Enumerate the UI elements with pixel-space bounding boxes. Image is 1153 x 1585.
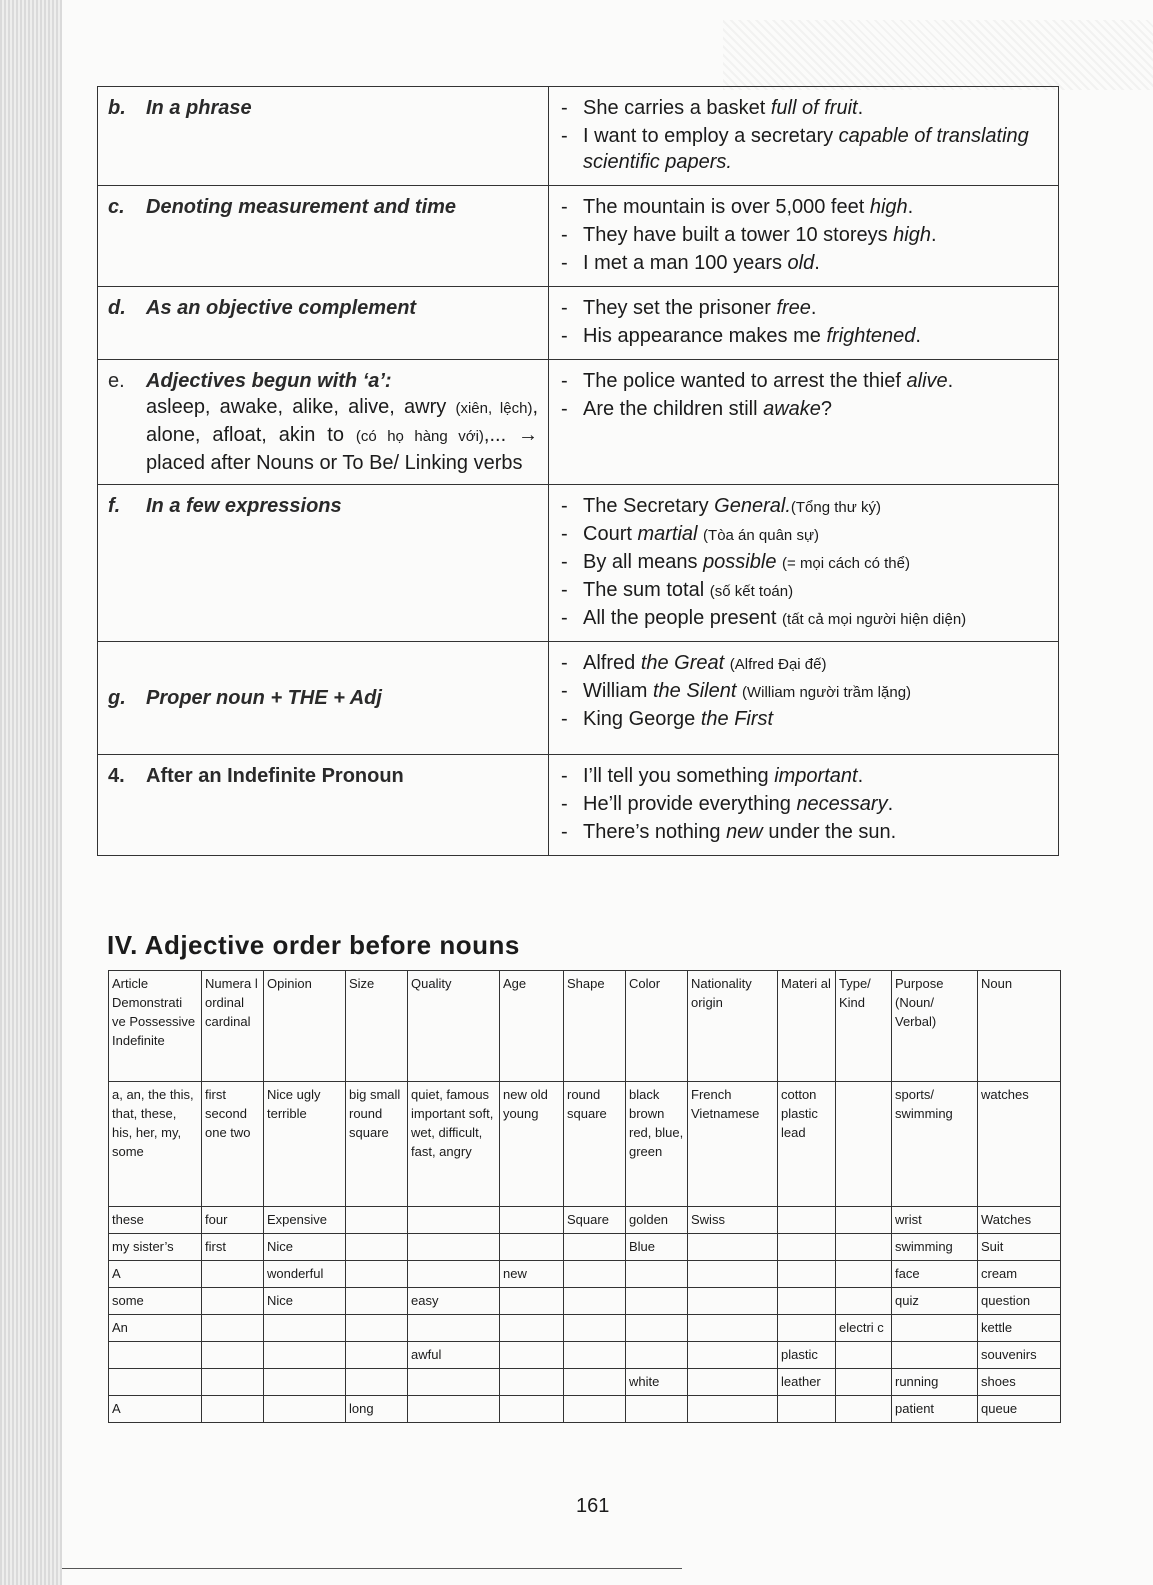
table-row [109, 1207, 1061, 1234]
table-cell [778, 1207, 836, 1234]
example-plain: I’ll tell you something [583, 765, 775, 787]
example-plain: All the people present [583, 607, 783, 629]
example-plain: Alfred [583, 652, 641, 674]
table-cell [836, 1207, 892, 1234]
table-cell [836, 1342, 892, 1369]
example-item [559, 791, 1048, 819]
example-item [559, 368, 1048, 396]
table-cell [202, 1288, 264, 1315]
example-item [559, 194, 1048, 222]
example-item [559, 295, 1048, 323]
table-cell: face [892, 1261, 978, 1288]
table-cell [626, 1315, 688, 1342]
table-cell [688, 1234, 778, 1261]
usage-table [97, 86, 1059, 856]
table-cell: A [109, 1261, 202, 1288]
table-cell [500, 1342, 564, 1369]
example-after: . [810, 297, 817, 319]
example-italic: high [893, 224, 931, 246]
example-after: . [930, 224, 937, 246]
example-item [559, 493, 1048, 521]
example-plain: There’s nothing [583, 821, 727, 843]
table-cell: Expensive [264, 1207, 346, 1234]
example-item [559, 521, 1048, 549]
table-cell: Article Demonstrati ve Possessive Indefinite [109, 971, 202, 1082]
table-cell [626, 1396, 688, 1423]
table-cell: wonderful [264, 1261, 346, 1288]
example-plain: They have built a tower 10 storeys [583, 224, 894, 246]
table-cell [346, 1315, 408, 1342]
table-cell [688, 1261, 778, 1288]
table-cell [346, 1234, 408, 1261]
usage-label-cell [98, 360, 549, 485]
table-cell [500, 1396, 564, 1423]
table-cell: round square [564, 1082, 626, 1207]
table-cell [408, 1261, 500, 1288]
table-cell [264, 1369, 346, 1396]
table-cell: Nationality origin [688, 971, 778, 1082]
table-cell [500, 1234, 564, 1261]
usage-row-f [98, 485, 1059, 642]
table-cell [202, 1342, 264, 1369]
table-cell [564, 1261, 626, 1288]
table-cell [626, 1288, 688, 1315]
example-after: . [907, 196, 914, 218]
usage-examples-cell [549, 485, 1059, 642]
scan-noise [723, 20, 1153, 90]
example-italic: necessary [796, 793, 888, 815]
example-note: (= mọi cách có thể) [782, 555, 910, 572]
page-number: 161 [576, 1495, 610, 1517]
table-cell [564, 1315, 626, 1342]
table-cell: cream [978, 1261, 1061, 1288]
table-cell [264, 1315, 346, 1342]
table-cell: Opinion [264, 971, 346, 1082]
table-cell [688, 1342, 778, 1369]
table-cell: Numera l ordinal cardinal [202, 971, 264, 1082]
table-cell [836, 1234, 892, 1261]
usage-label-cell [98, 642, 549, 755]
example-item [559, 706, 1048, 734]
table-cell: new old young [500, 1082, 564, 1207]
table-cell [346, 1288, 408, 1315]
example-plain: William [583, 680, 653, 702]
table-cell [346, 1207, 408, 1234]
table-cell [202, 1369, 264, 1396]
table-cell: running [892, 1369, 978, 1396]
example-note: (Alfred Đại đế) [729, 656, 827, 673]
table-cell [408, 1369, 500, 1396]
table-cell: four [202, 1207, 264, 1234]
table-row [109, 1234, 1061, 1261]
example-plain: He’ll provide everything [583, 793, 797, 815]
table-cell: patient [892, 1396, 978, 1423]
table-cell [892, 1342, 978, 1369]
table-cell: plastic [778, 1342, 836, 1369]
scan-shadow-edge [0, 0, 62, 1585]
table-cell: swimming [892, 1234, 978, 1261]
table-cell: French Vietnamese [688, 1082, 778, 1207]
table-cell: golden [626, 1207, 688, 1234]
usage-examples-cell [549, 642, 1059, 755]
adjective-order-table [108, 970, 1061, 1423]
example-note: (Tổng thư ký) [790, 499, 881, 516]
table-row [109, 1369, 1061, 1396]
table-cell [564, 1396, 626, 1423]
table-cell: Color [626, 971, 688, 1082]
example-after: ? [820, 398, 833, 420]
table-cell: electri c [836, 1315, 892, 1342]
table-cell [500, 1288, 564, 1315]
example-list [559, 650, 1048, 734]
table-cell: cotton plastic lead [778, 1082, 836, 1207]
table-cell [778, 1288, 836, 1315]
example-plain: Are the children still [583, 398, 764, 420]
table-cell [109, 1342, 202, 1369]
table-cell: Swiss [688, 1207, 778, 1234]
example-item [559, 763, 1048, 791]
table-cell [836, 1261, 892, 1288]
table-cell: first second one two [202, 1082, 264, 1207]
table-cell: first [202, 1234, 264, 1261]
usage-label-cell [98, 186, 549, 287]
example-list [559, 368, 1048, 424]
example-item [559, 678, 1048, 706]
example-italic: the Silent [653, 680, 737, 702]
table-cell: some [109, 1288, 202, 1315]
table-cell [202, 1315, 264, 1342]
example-plain: The police wanted to arrest the thief [583, 370, 907, 392]
table-cell [346, 1369, 408, 1396]
table-row [109, 1396, 1061, 1423]
table-cell: An [109, 1315, 202, 1342]
table-cell [109, 1369, 202, 1396]
example-plain: They set the prisoner [583, 297, 777, 319]
table-row [109, 1288, 1061, 1315]
example-plain: King George [583, 708, 701, 730]
example-plain: The sum total [583, 579, 710, 601]
example-italic: full of fruit [770, 97, 858, 119]
example-item [559, 549, 1048, 577]
table-cell: A [109, 1396, 202, 1423]
usage-examples-cell [549, 87, 1059, 186]
table-cell: watches [978, 1082, 1061, 1207]
table-cell [264, 1342, 346, 1369]
table-cell [500, 1315, 564, 1342]
example-italic: possible [703, 551, 777, 573]
table-cell [408, 1207, 500, 1234]
table-cell [564, 1342, 626, 1369]
usage-label-cell [98, 87, 549, 186]
table-row [109, 1261, 1061, 1288]
example-note: (William người trầm lặng) [741, 684, 912, 701]
table-cell [688, 1288, 778, 1315]
table-cell: Suit [978, 1234, 1061, 1261]
table-cell: wrist [892, 1207, 978, 1234]
table-cell [264, 1396, 346, 1423]
example-list [559, 295, 1048, 351]
table-cell [202, 1396, 264, 1423]
example-plain: Court [583, 523, 638, 545]
table-cell: a, an, the this, that, these, his, her, my, some [109, 1082, 202, 1207]
example-item [559, 650, 1048, 678]
table-cell [688, 1396, 778, 1423]
table-cell: white [626, 1369, 688, 1396]
table-cell: these [109, 1207, 202, 1234]
table-cell: Shape [564, 971, 626, 1082]
table-cell [626, 1261, 688, 1288]
table-cell: Noun [978, 971, 1061, 1082]
example-item [559, 250, 1048, 278]
usage-examples-cell [549, 755, 1059, 856]
table-cell: Materi al [778, 971, 836, 1082]
table-cell [688, 1315, 778, 1342]
table-row [109, 1315, 1061, 1342]
table-cell: shoes [978, 1369, 1061, 1396]
table-cell [500, 1369, 564, 1396]
table-category-row [109, 1082, 1061, 1207]
table-cell: Size [346, 971, 408, 1082]
table-cell [408, 1234, 500, 1261]
usage-row-e [98, 360, 1059, 485]
table-cell: Nice ugly terrible [264, 1082, 346, 1207]
table-cell: souvenirs [978, 1342, 1061, 1369]
example-plain: His appearance makes me [583, 325, 827, 347]
example-after: . [915, 325, 921, 347]
example-italic: awake [763, 398, 821, 420]
table-cell: Age [500, 971, 564, 1082]
table-cell [202, 1261, 264, 1288]
example-italic: alive [906, 370, 948, 392]
table-cell: queue [978, 1396, 1061, 1423]
footer-rule [62, 1568, 682, 1569]
example-item [559, 819, 1048, 847]
usage-label-description: asleep, awake, alike, alive, awry (xiên, lệch), alone, afloat, akin to (có họ hàng với),... → placed after Nouns or To Be/ Linking verbs [146, 396, 539, 474]
table-cell [408, 1396, 500, 1423]
table-cell: Square [564, 1207, 626, 1234]
example-italic: new [726, 821, 763, 843]
usage-row-g [98, 642, 1059, 755]
usage-label-cell [98, 485, 549, 642]
table-cell: new [500, 1261, 564, 1288]
table-cell [892, 1315, 978, 1342]
table-cell [778, 1261, 836, 1288]
usage-examples-cell [549, 287, 1059, 360]
usage-row-d [98, 287, 1059, 360]
table-header-row [109, 971, 1061, 1082]
usage-label: 4. After an Indefinite Pronoun [108, 765, 404, 787]
table-row [109, 1342, 1061, 1369]
usage-label-cell [98, 287, 549, 360]
example-plain: She carries a basket [583, 97, 771, 119]
table-cell: my sister’s [109, 1234, 202, 1261]
table-cell: awful [408, 1342, 500, 1369]
table-cell [564, 1288, 626, 1315]
usage-label: d. As an objective complement [108, 297, 417, 319]
table-cell: Nice [264, 1234, 346, 1261]
table-cell [626, 1342, 688, 1369]
table-cell [564, 1234, 626, 1261]
example-italic: martial [637, 523, 698, 545]
table-cell: Type/ Kind [836, 971, 892, 1082]
table-cell [778, 1234, 836, 1261]
table-cell: big small round square [346, 1082, 408, 1207]
example-italic: frightened [826, 325, 916, 347]
section-heading: IV. Adjective order before nouns [107, 930, 520, 960]
example-after: . [857, 765, 864, 787]
usage-row-c [98, 186, 1059, 287]
example-list [559, 194, 1048, 278]
example-after: . [857, 97, 864, 119]
example-list [559, 493, 1048, 633]
usage-label: g. Proper noun + THE + Adj [108, 687, 382, 709]
example-plain: The mountain is over 5,000 feet [583, 196, 870, 218]
table-cell: Nice [264, 1288, 346, 1315]
example-italic: the First [700, 708, 774, 730]
table-cell: quiet, famous important soft, wet, difficult, fast, angry [408, 1082, 500, 1207]
table-cell [778, 1396, 836, 1423]
example-list [559, 763, 1048, 847]
example-item [559, 396, 1048, 424]
example-italic: old [787, 252, 815, 274]
table-cell [836, 1396, 892, 1423]
usage-row-4 [98, 755, 1059, 856]
table-cell: easy [408, 1288, 500, 1315]
example-after: . [947, 370, 954, 392]
usage-label-wrap [108, 650, 538, 746]
example-note: (Tòa án quân sự) [703, 527, 819, 544]
example-after: under the sun. [762, 821, 897, 843]
table-cell: sports/ swimming [892, 1082, 978, 1207]
usage-examples-cell [549, 186, 1059, 287]
example-item [559, 323, 1048, 351]
usage-label: c. Denoting measurement and time [108, 196, 457, 218]
example-plain: I met a man 100 years [583, 252, 788, 274]
table-cell [688, 1369, 778, 1396]
table-cell: leather [778, 1369, 836, 1396]
table-cell [836, 1369, 892, 1396]
example-italic: the Great [640, 652, 725, 674]
example-plain: By all means [583, 551, 704, 573]
table-cell: long [346, 1396, 408, 1423]
example-item [559, 605, 1048, 633]
usage-label: f. In a few expressions [108, 495, 342, 517]
table-cell: question [978, 1288, 1061, 1315]
table-cell [346, 1261, 408, 1288]
table-cell [836, 1082, 892, 1207]
table-cell: Watches [978, 1207, 1061, 1234]
table-cell: kettle [978, 1315, 1061, 1342]
example-italic: important [774, 765, 858, 787]
table-cell [500, 1207, 564, 1234]
table-cell: black brown red, blue, green [626, 1082, 688, 1207]
table-cell [346, 1342, 408, 1369]
example-italic: high [869, 196, 908, 218]
example-note: (tất cả mọi người hiện diện) [782, 611, 967, 628]
example-italic: free [776, 297, 811, 319]
example-plain: I want to employ a secretary [583, 125, 839, 147]
example-plain: The Secretary [583, 495, 715, 517]
table-cell: quiz [892, 1288, 978, 1315]
example-note: (số kết toán) [709, 583, 794, 600]
usage-label: b. In a phrase [108, 97, 252, 119]
table-cell [836, 1288, 892, 1315]
usage-examples-cell [549, 360, 1059, 485]
usage-label-cell [98, 755, 549, 856]
example-item [559, 577, 1048, 605]
example-italic: capable of translating scientific papers. [583, 125, 1029, 173]
table-cell [778, 1315, 836, 1342]
example-after: . [887, 793, 894, 815]
table-cell: Quality [408, 971, 500, 1082]
example-item [559, 95, 1048, 123]
usage-label: e. Adjectives begun with ‘a’: [108, 370, 392, 392]
example-after: . [814, 252, 820, 274]
table-cell: Blue [626, 1234, 688, 1261]
table-cell [564, 1369, 626, 1396]
example-item [559, 123, 1048, 177]
usage-row-b [98, 87, 1059, 186]
table-cell [408, 1315, 500, 1342]
example-item [559, 222, 1048, 250]
example-italic: General. [714, 495, 791, 517]
example-list [559, 95, 1048, 177]
table-cell: Purpose (Noun/ Verbal) [892, 971, 978, 1082]
